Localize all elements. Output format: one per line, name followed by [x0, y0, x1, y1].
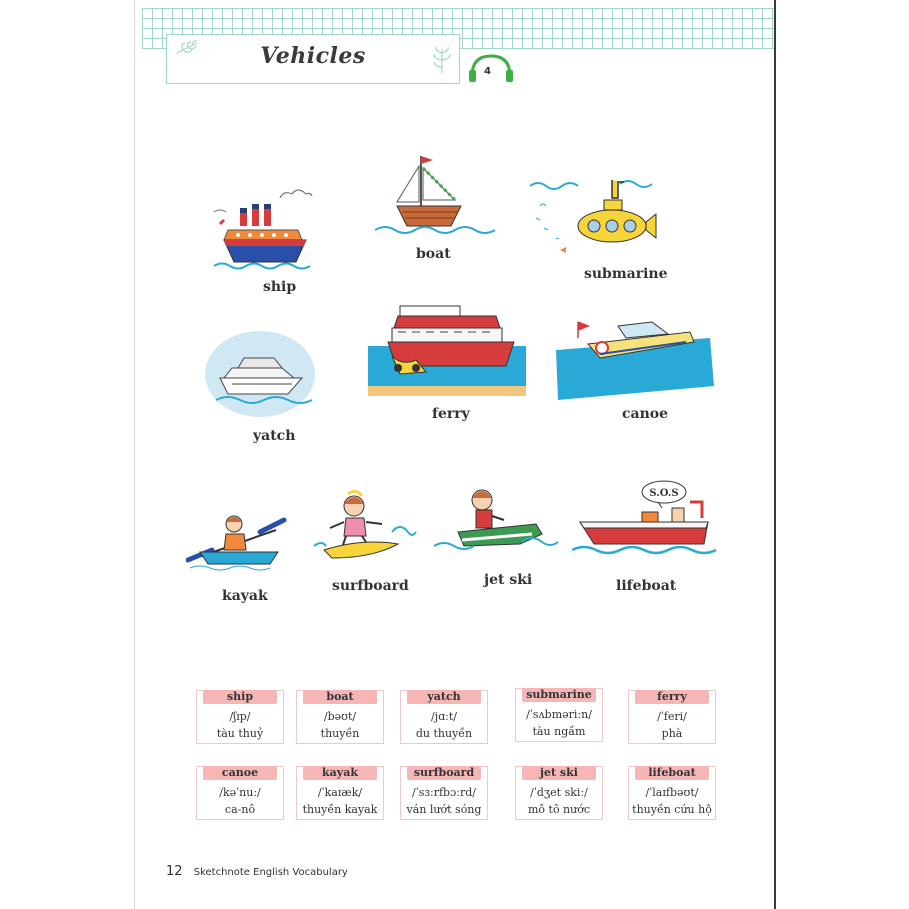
vocab-word: ship — [203, 690, 277, 704]
vocab-card-kayak — [296, 766, 384, 820]
canoe-illustration — [556, 316, 716, 402]
jetski-illustration — [432, 486, 560, 562]
vocab-meaning: mô tô nước — [527, 803, 591, 816]
ferry-illustration — [368, 298, 526, 396]
caption-ferry: ferry — [432, 406, 470, 422]
vocab-word: jet ski — [522, 766, 596, 780]
vocab-card-submarine — [515, 688, 603, 742]
lifeboat-illustration — [572, 478, 720, 572]
vocab-ipa: /jɑːt/ — [431, 710, 457, 723]
vocab-word: surfboard — [407, 766, 481, 780]
vocab-card-canoe — [196, 766, 284, 820]
caption-yatch: yatch — [253, 428, 296, 444]
caption-jetski: jet ski — [484, 572, 533, 588]
vocab-ipa: /ˈferi/ — [657, 710, 687, 723]
leaf-right-icon — [429, 45, 455, 75]
page-edge-right — [774, 0, 776, 909]
page-number: 12 — [166, 864, 183, 879]
vocab-ipa: /ˈdʒet skiː/ — [530, 786, 588, 799]
caption-canoe: canoe — [622, 406, 669, 422]
caption-ship: ship — [263, 279, 297, 295]
vocab-word: submarine — [522, 688, 596, 702]
vocab-word: yatch — [407, 690, 481, 704]
caption-lifeboat: lifeboat — [616, 578, 677, 594]
audio-track-number: 4 — [484, 66, 491, 77]
vocab-word: kayak — [303, 766, 377, 780]
book-title: Sketchnote English Vocabulary — [193, 867, 348, 878]
vocab-card-jetski — [515, 766, 603, 820]
vocab-card-boat — [296, 690, 384, 744]
vocab-ipa: /ˈlaɪfbəʊt/ — [645, 786, 699, 799]
ship-illustration — [210, 180, 320, 275]
vocab-card-ferry — [628, 690, 716, 744]
submarine-illustration — [520, 168, 670, 263]
title-box — [166, 34, 460, 84]
vocab-meaning: tàu thuỷ — [216, 727, 264, 740]
vocab-meaning: ván lướt sóng — [406, 803, 482, 816]
vocab-meaning: thuyền — [320, 727, 360, 740]
page-title: Vehicles — [260, 43, 366, 69]
sos-sign: S.O.S — [649, 488, 679, 499]
leaf-left-icon — [175, 39, 201, 57]
page-edge-left — [134, 0, 135, 909]
vocab-ipa: /ˈsɜːrfbɔːrd/ — [412, 786, 476, 799]
boat-illustration — [375, 152, 505, 242]
yatch-illustration — [202, 328, 324, 420]
vocab-meaning: thuyền cứu hộ — [632, 803, 712, 816]
vocab-meaning: phà — [661, 727, 683, 740]
caption-boat: boat — [416, 246, 451, 262]
vocab-word: lifeboat — [635, 766, 709, 780]
caption-surfboard: surfboard — [332, 578, 409, 594]
vocab-card-lifeboat — [628, 766, 716, 820]
vocab-word: ferry — [635, 690, 709, 704]
headphone-audio-icon[interactable] — [466, 52, 516, 84]
vocab-card-ship — [196, 690, 284, 744]
vocab-ipa: /ˈkaɪæk/ — [317, 786, 363, 799]
caption-kayak: kayak — [222, 588, 268, 604]
vocab-ipa: /ʃɪp/ — [229, 710, 251, 723]
vocab-meaning: thuyền kayak — [302, 803, 378, 816]
caption-submarine: submarine — [584, 266, 668, 282]
vocab-ipa: /kəˈnuː/ — [219, 786, 261, 799]
vocab-card-surfboard — [400, 766, 488, 820]
vocab-card-yatch — [400, 690, 488, 744]
kayak-illustration — [186, 510, 290, 572]
page-footer — [166, 864, 348, 879]
vocab-meaning: tàu ngầm — [532, 725, 586, 738]
vocab-meaning: ca-nô — [224, 803, 256, 816]
vocab-word: canoe — [203, 766, 277, 780]
vocab-meaning: du thuyền — [415, 727, 473, 740]
surfboard-illustration — [312, 488, 418, 568]
vocab-word: boat — [303, 690, 377, 704]
vocab-ipa: /bəʊt/ — [323, 710, 357, 723]
vocab-ipa: /ˈsʌbməriːn/ — [526, 708, 592, 721]
